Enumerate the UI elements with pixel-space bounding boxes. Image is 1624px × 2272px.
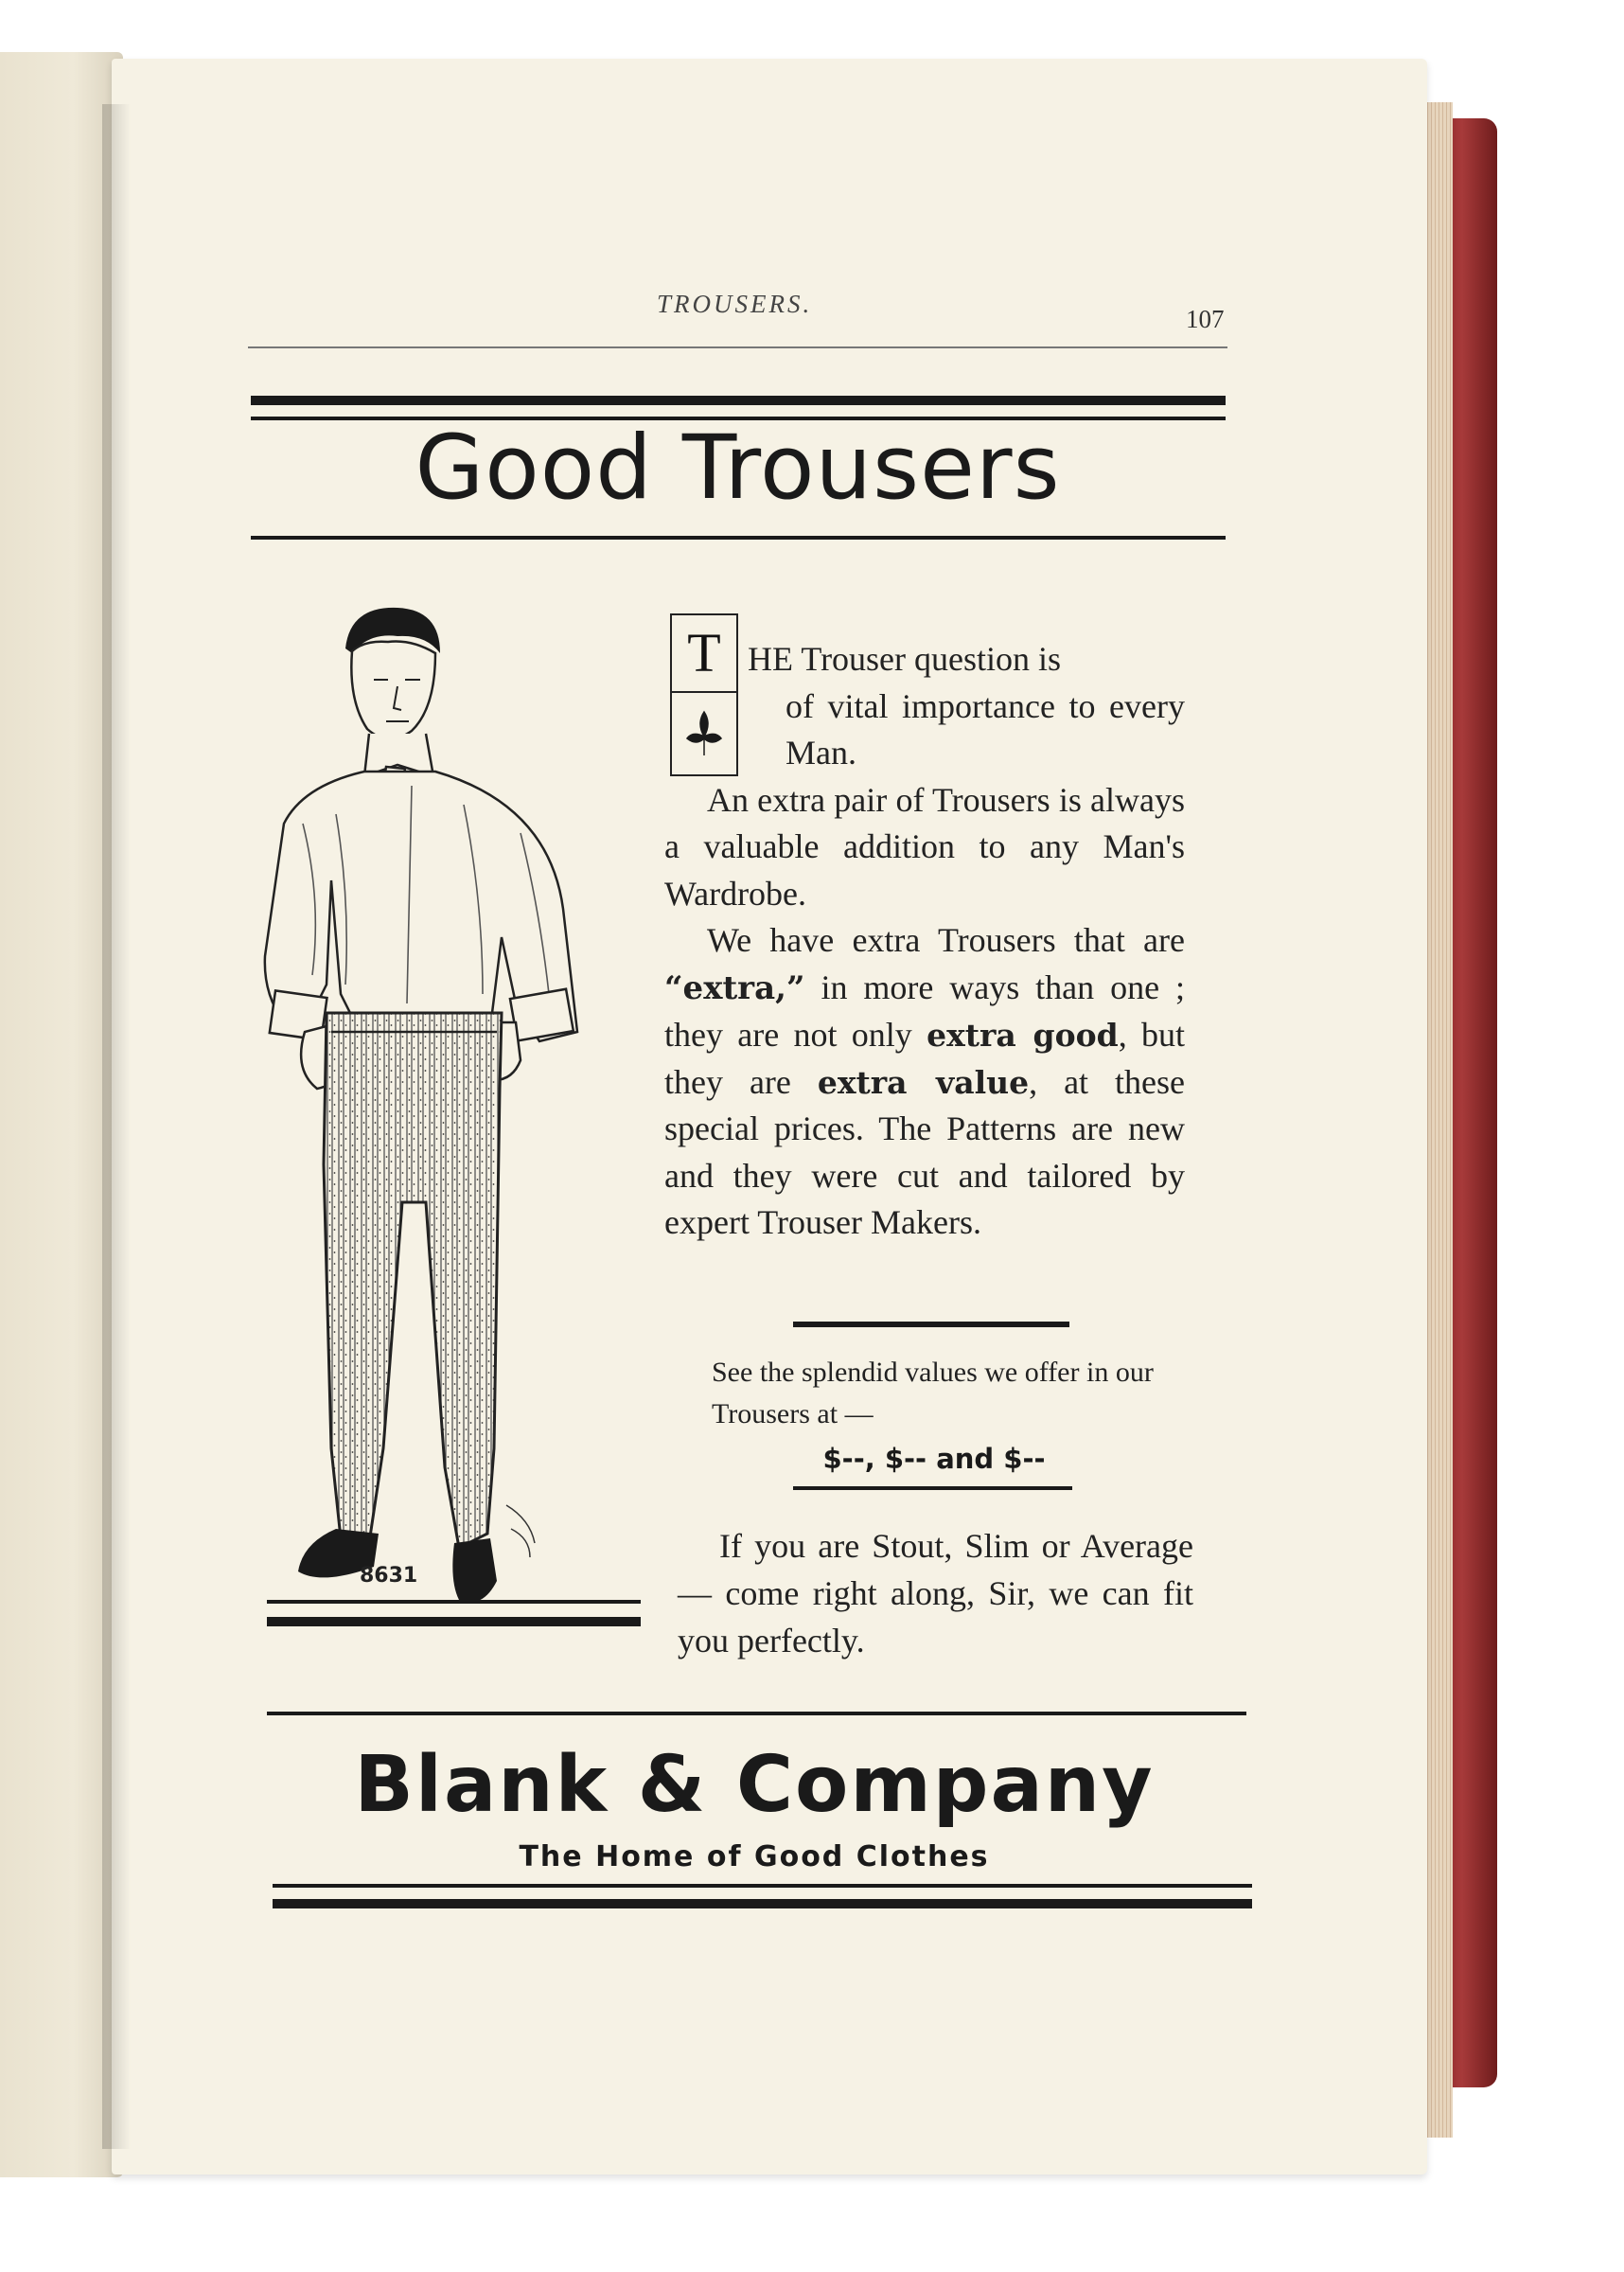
- dropcap-letter: T: [672, 615, 736, 693]
- ad-body-copy: [664, 636, 1185, 1247]
- book-gutter: [102, 104, 131, 2149]
- para-3-c: , but they are: [664, 1016, 1185, 1101]
- para-1-lead: HE Trouser question is: [748, 640, 1062, 678]
- para-3: [664, 917, 1185, 1247]
- header-rule: [248, 346, 1227, 348]
- page-edges: [1424, 102, 1453, 2138]
- company-name: Blank & Company: [354, 1740, 1155, 1830]
- para-2: An extra pair of Trousers is always a valuable addition to any Man's Wardrobe.: [664, 780, 1185, 913]
- illustration-thin-rule: [267, 1600, 641, 1604]
- para-3-value: extra value: [817, 1063, 1030, 1101]
- offer-text: See the splendid values we offer in our Trousers at —: [712, 1357, 1154, 1429]
- illustration-thick-rule: [267, 1617, 641, 1626]
- bottom-thin-rule: [273, 1884, 1252, 1888]
- para-3-good: extra good: [927, 1017, 1119, 1054]
- para-3-a: We have extra Trousers that are: [707, 921, 1185, 959]
- para-3-d: , at these special prices. The Patterns are new and they were cut and tailored by expert Trouser Makers.: [664, 1062, 1185, 1241]
- prices: $--, $-- and $--: [822, 1443, 1046, 1475]
- offer-top-rule: [793, 1322, 1069, 1327]
- closing-text: If you are Stout, Slim or Average — come right along, Sir, we can fit you perfectly.: [678, 1527, 1193, 1660]
- para-3-b: in more ways than one ; they are not only: [664, 967, 1185, 1054]
- top-thick-rule: [251, 396, 1226, 405]
- running-head: TROUSERS.: [657, 290, 813, 318]
- ad-title: Good Trousers: [415, 417, 1061, 520]
- title-rule: [251, 536, 1226, 540]
- para-1-rest: of vital importance to every Man.: [786, 686, 1185, 772]
- para-3-extra: “extra,”: [664, 968, 805, 1007]
- company-top-rule: [267, 1712, 1246, 1715]
- page-number: 107: [1186, 305, 1225, 333]
- man-illustration: [246, 596, 644, 1600]
- company-tagline: The Home of Good Clothes: [519, 1840, 990, 1873]
- catalog-number: 8631: [360, 1564, 418, 1588]
- prices-rule: [793, 1486, 1072, 1490]
- bottom-thick-rule: [273, 1899, 1252, 1908]
